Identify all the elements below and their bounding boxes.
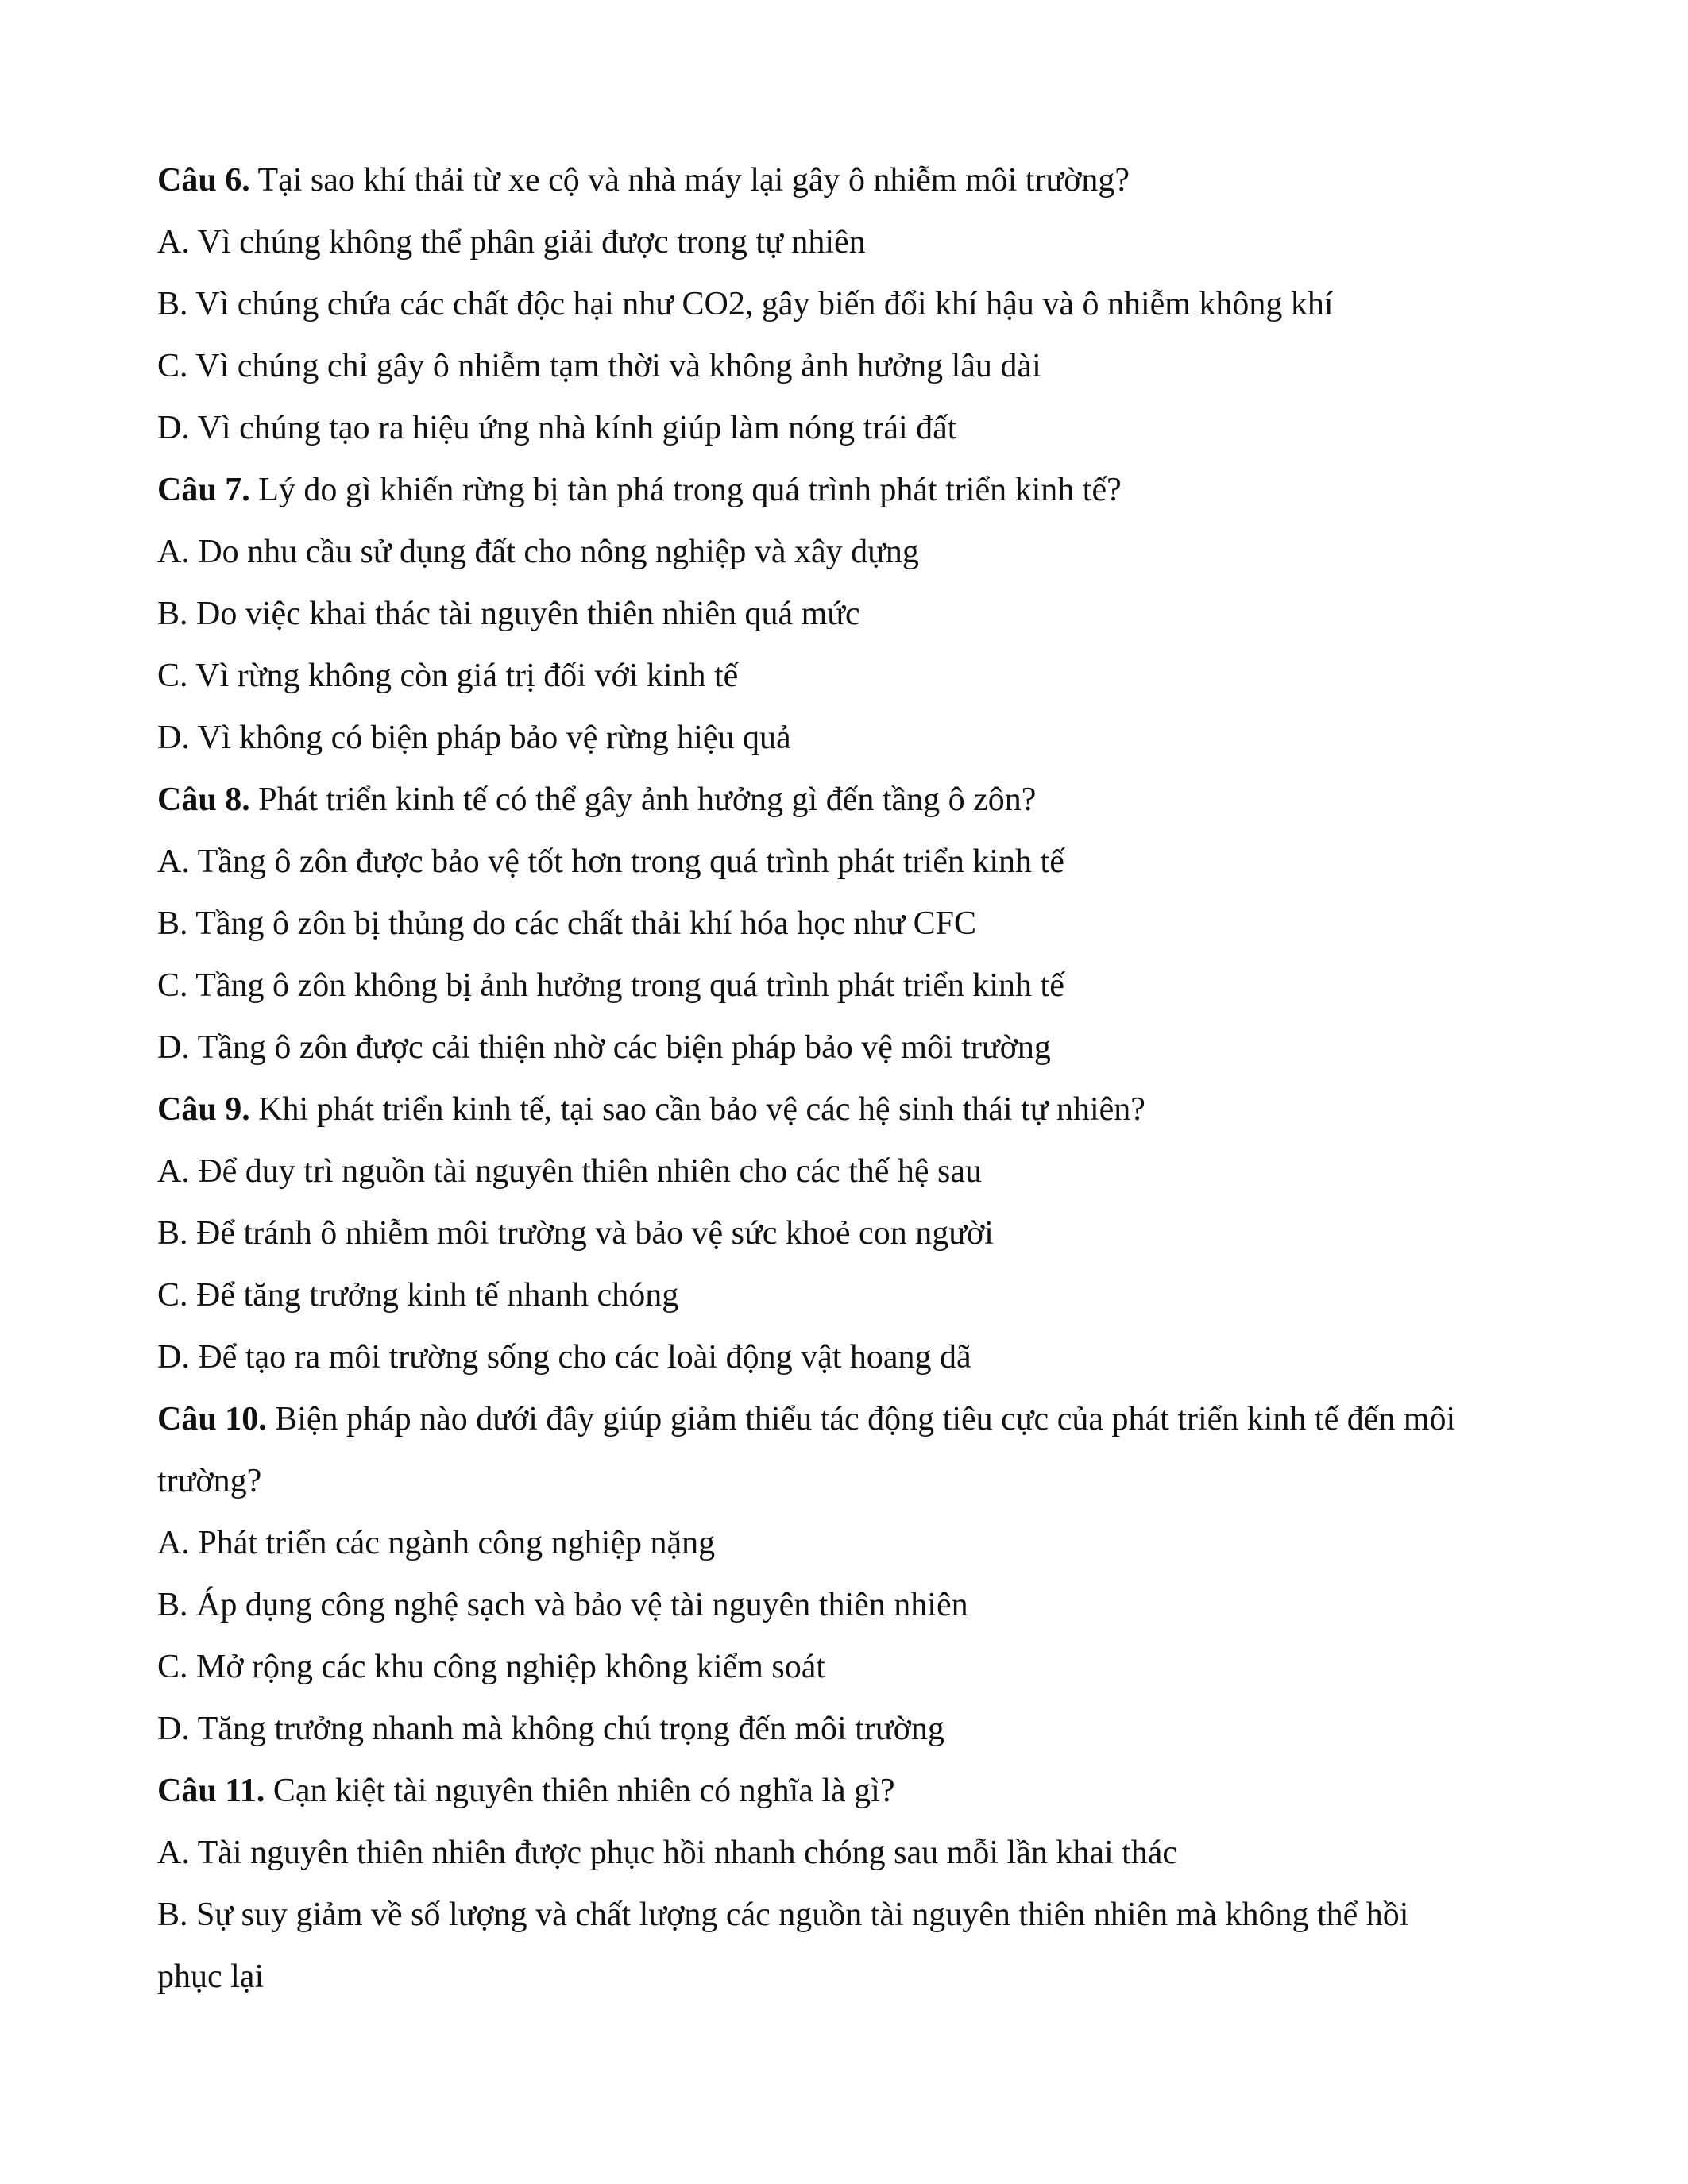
answer-option: A. Để duy trì nguồn tài nguyên thiên nhiên cho các thế hệ sau	[157, 1153, 983, 1190]
question-6	[157, 149, 1539, 211]
document-page	[157, 149, 1539, 2008]
answer-option: B. Sự suy giảm về số lượng và chất lượng các nguồn tài nguyên thiên nhiên mà không thể hồi	[157, 1897, 1409, 1933]
answer-option: A. Tài nguyên thiên nhiên được phục hồi nhanh chóng sau mỗi lần khai thác	[157, 1835, 1178, 1871]
question-number: Câu 10.	[157, 1401, 267, 1437]
question-text: Phát triển kinh tế có thể gây ảnh hưởng gì đến tầng ô zôn?	[258, 781, 1037, 818]
answer-option: C. Để tăng trưởng kinh tế nhanh chóng	[157, 1277, 679, 1314]
question-text: Lý do gì khiến rừng bị tàn phá trong quá trình phát triển kinh tế?	[258, 472, 1122, 508]
answer-option: D. Tăng trưởng nhanh mà không chú trọng đến môi trường	[157, 1711, 944, 1747]
answer-option: C. Mở rộng các khu công nghiệp không kiểm soát	[157, 1649, 826, 1685]
question-number: Câu 11.	[157, 1773, 265, 1809]
answer-option: B. Do việc khai thác tài nguyên thiên nhiên quá mức	[157, 596, 860, 632]
answer-option: A. Do nhu cầu sử dụng đất cho nông nghiệp và xây dựng	[157, 534, 919, 570]
question-text: Tại sao khí thải từ xe cộ và nhà máy lại gây ô nhiễm môi trường?	[257, 162, 1130, 199]
question-number: Câu 9.	[157, 1091, 250, 1128]
answer-option: D. Để tạo ra môi trường sống cho các loài động vật hoang dã	[157, 1339, 971, 1376]
question-text: Khi phát triển kinh tế, tại sao cần bảo vệ các hệ sinh thái tự nhiên?	[258, 1091, 1145, 1128]
question-11	[157, 1760, 1539, 1822]
question-9	[157, 1078, 1539, 1140]
answer-option: C. Tầng ô zôn không bị ảnh hưởng trong quá trình phát triển kinh tế	[157, 967, 1064, 1004]
answer-option: B. Để tránh ô nhiễm môi trường và bảo vệ sức khoẻ con người	[157, 1215, 994, 1252]
question-8	[157, 769, 1539, 831]
answer-option-continued: phục lại	[157, 1958, 265, 1995]
answer-option: C. Vì chúng chỉ gây ô nhiễm tạm thời và không ảnh hưởng lâu dài	[157, 348, 1041, 384]
answer-option: B. Áp dụng công nghệ sạch và bảo vệ tài nguyên thiên nhiên	[157, 1587, 968, 1623]
question-number: Câu 6.	[157, 162, 250, 199]
answer-option: D. Tầng ô zôn được cải thiện nhờ các biện pháp bảo vệ môi trường	[157, 1029, 1051, 1066]
answer-option: B. Tầng ô zôn bị thủng do các chất thải khí hóa học như CFC	[157, 905, 976, 942]
answer-option: B. Vì chúng chứa các chất độc hại như CO2, gây biến đổi khí hậu và ô nhiễm không khí	[157, 286, 1334, 322]
answer-option: A. Tầng ô zôn được bảo vệ tốt hơn trong quá trình phát triển kinh tế	[157, 843, 1064, 880]
question-7	[157, 459, 1539, 521]
answer-option: D. Vì chúng tạo ra hiệu ứng nhà kính giúp làm nóng trái đất	[157, 410, 957, 446]
answer-option: A. Vì chúng không thể phân giải được trong tự nhiên	[157, 224, 866, 260]
question-number: Câu 8.	[157, 781, 250, 818]
answer-option: C. Vì rừng không còn giá trị đối với kinh tế	[157, 658, 739, 694]
question-text: Biện pháp nào dưới đây giúp giảm thiểu tác động tiêu cực của phát triển kinh tế đến môi	[275, 1401, 1456, 1437]
question-text-continued: trường?	[157, 1463, 262, 1499]
answer-option: A. Phát triển các ngành công nghiệp nặng	[157, 1525, 716, 1561]
question-number: Câu 7.	[157, 472, 250, 508]
question-10	[157, 1388, 1539, 1450]
question-text: Cạn kiệt tài nguyên thiên nhiên có nghĩa là gì?	[272, 1773, 895, 1809]
answer-option: D. Vì không có biện pháp bảo vệ rừng hiệu quả	[157, 720, 791, 756]
